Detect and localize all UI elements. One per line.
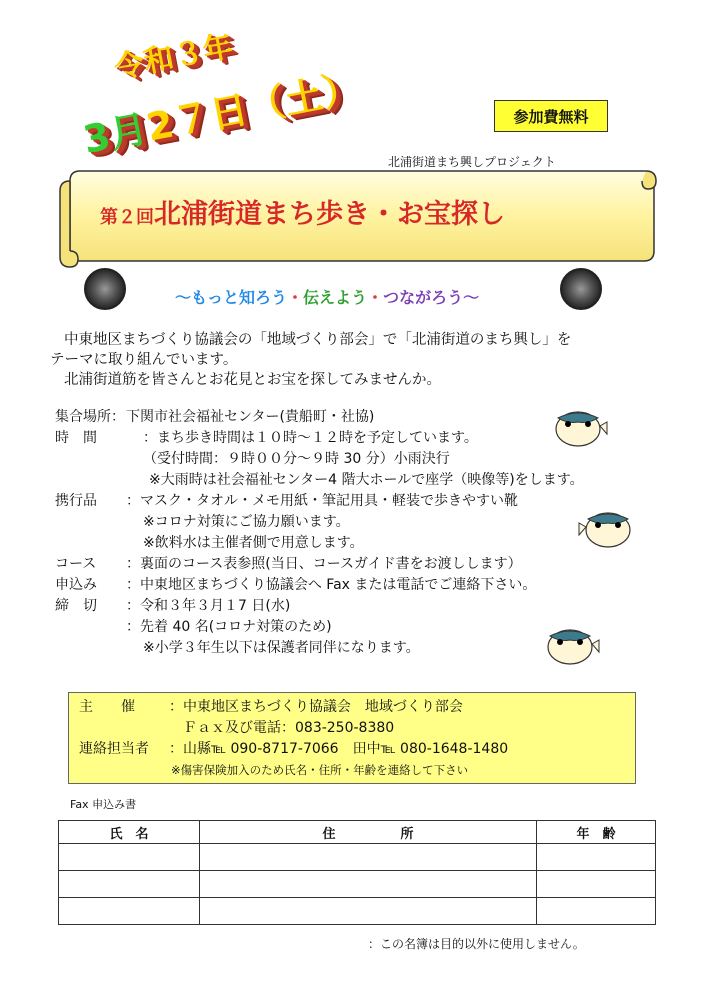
- covid-note: ※コロナ対策にご協力願います。: [143, 514, 350, 530]
- tagline-part: ～: [463, 288, 480, 307]
- table-row: [59, 871, 656, 898]
- event-details: [55, 407, 584, 659]
- tagline-part: ～もっと知ろう: [175, 288, 288, 307]
- deadline-value: ：令和３年３月１7 日(水): [126, 598, 291, 614]
- tagline-part: 伝えよう: [303, 288, 368, 307]
- name-cell[interactable]: [59, 898, 200, 925]
- age-cell[interactable]: [537, 844, 656, 871]
- meeting-place-value: 下関市社会福祉センター(貴船町・社協): [126, 409, 375, 425]
- contact-person-label: 連絡担当者: [79, 741, 149, 757]
- fax-phone: Ｆａｘ及び電話：083-250-8380: [183, 720, 395, 736]
- intro-line: 中東地区まちづくり協議会の「地域づくり部会」で「北浦街道のまち興し」を: [64, 332, 572, 348]
- table-row: [59, 898, 656, 925]
- course-value: ：裏面のコース表参照(当日、コースガイド書をお渡しします）: [126, 556, 522, 572]
- name-cell[interactable]: [59, 871, 200, 898]
- event-year: 令和３年: [111, 28, 237, 87]
- pufferfish-icon: [540, 622, 600, 668]
- time-value: ：まち歩き時間は１０時～１２時を予定しています。: [143, 430, 478, 446]
- pufferfish-icon: [578, 505, 638, 551]
- tagline-part: つながろう: [383, 288, 464, 307]
- intro-line: 北浦街道筋を皆さんとお花見とお宝を探してみませんか。: [64, 372, 441, 388]
- insurance-note: ※傷害保険加入のため氏名・住所・年齢を連絡して下さい: [171, 763, 469, 777]
- time-label: 時 間: [55, 430, 97, 446]
- manhole-cover-icon: [560, 268, 602, 310]
- address-cell[interactable]: [200, 844, 537, 871]
- host-label: 主 催: [79, 699, 135, 715]
- contact-box: [68, 692, 636, 784]
- tagline-dot: ・: [287, 288, 304, 307]
- column-header-age: 年 齢: [537, 821, 656, 844]
- column-header-address: 住 所: [200, 821, 537, 844]
- items-value: ：マスク・タオル・メモ用紙・筆記用具・軽装で歩きやすい靴: [126, 493, 518, 509]
- privacy-note: ：この名簿は目的以外に使用しません。: [368, 937, 585, 951]
- table-row: [59, 844, 656, 871]
- event-date-month: 3月: [79, 106, 152, 163]
- fax-application-table: [58, 820, 656, 925]
- event-title-main: 北浦街道まち歩き・お宝探し: [154, 199, 505, 230]
- course-label: コース: [55, 556, 97, 572]
- tagline: [175, 285, 479, 308]
- project-name: 北浦街道まち興しプロジェクト: [388, 155, 556, 169]
- contact-person-value: ：山縣℡ 090-8717-7066 田中℡ 080-1648-1480: [169, 741, 509, 757]
- children-note: ※小学３年生以下は保護者同伴になります。: [143, 640, 420, 656]
- address-cell[interactable]: [200, 898, 537, 925]
- pufferfish-icon: [548, 404, 608, 450]
- meeting-place-label: 集合場所：: [55, 409, 125, 425]
- name-cell[interactable]: [59, 844, 200, 871]
- age-cell[interactable]: [537, 871, 656, 898]
- apply-label: 申込み: [55, 577, 97, 593]
- column-header-name: 氏 名: [59, 821, 200, 844]
- age-cell[interactable]: [537, 898, 656, 925]
- water-note: ※飲料水は主催者側で用意します。: [143, 535, 364, 551]
- tagline-dot: ・: [367, 288, 384, 307]
- host-value: ：中東地区まちづくり協議会 地域づくり部会: [169, 699, 463, 715]
- event-title-edition: 第２回: [100, 207, 154, 228]
- deadline-label: 締 切: [55, 598, 97, 614]
- intro-text: [50, 330, 660, 390]
- event-date-day: 2７日（土）: [142, 65, 364, 150]
- intro-line: テーマに取り組んでいます。: [50, 352, 238, 368]
- apply-value: ：中東地区まちづくり協議会へ Fax または電話でご連絡下さい。: [126, 577, 537, 593]
- address-cell[interactable]: [200, 871, 537, 898]
- free-admission-badge: 参加費無料: [494, 100, 608, 132]
- reception-time: （受付時間：９時００分～９時 30 分）小雨決行: [143, 451, 450, 467]
- event-title: [100, 192, 505, 231]
- rain-note: ※大雨時は社会福祉センター4 階大ホールで座学（映像等)をします。: [149, 472, 584, 488]
- manhole-cover-icon: [84, 268, 126, 310]
- fax-form-title: Fax 申込み書: [70, 798, 137, 811]
- capacity-value: ：先着 40 名(コロナ対策のため): [126, 619, 332, 635]
- items-label: 携行品: [55, 493, 97, 509]
